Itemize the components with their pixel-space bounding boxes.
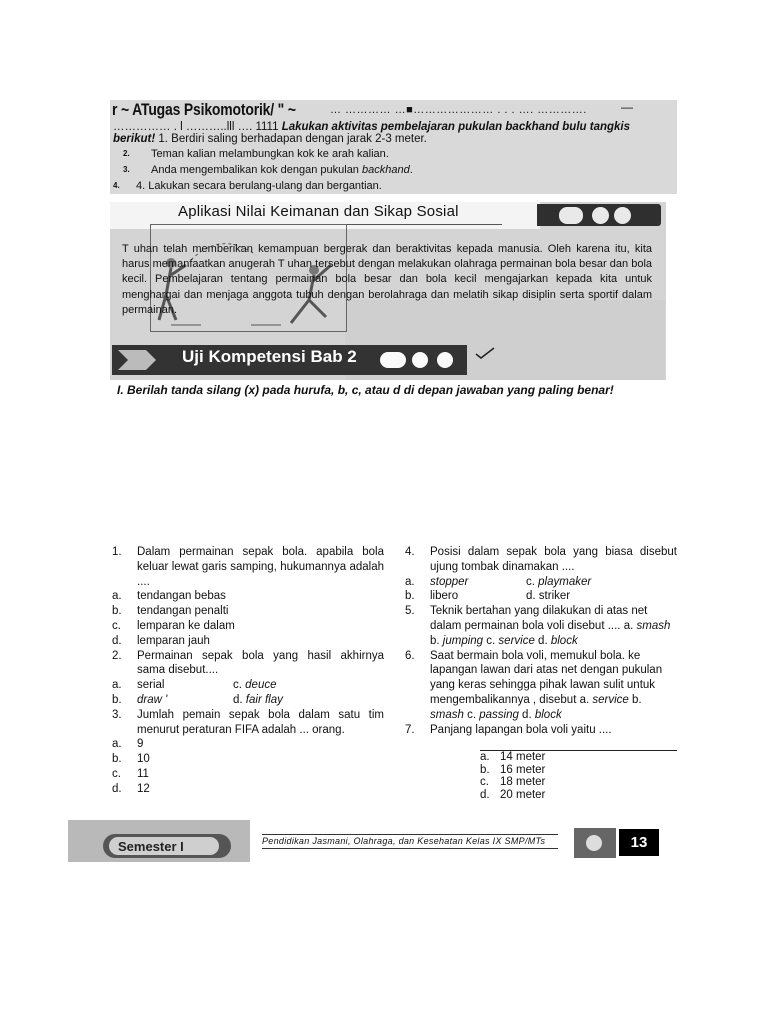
footer-rule-top (262, 834, 558, 835)
step-after: . (409, 164, 413, 176)
option-letter: a. (112, 738, 122, 751)
option-letter: b. (480, 763, 490, 776)
option-letter: b. (405, 590, 415, 603)
question-number: 7. (405, 723, 415, 736)
task-dash: — (621, 100, 633, 114)
option-row[interactable] (405, 589, 526, 604)
option-letter: c. (526, 575, 535, 588)
questions-left-column (112, 545, 384, 797)
option-row[interactable] (526, 589, 570, 604)
option-row[interactable] (112, 782, 384, 797)
instruction-text: I. Berilah tanda silang (x) pada hurufa, b, c, atau d di depan jawaban yang paling benar! (117, 383, 614, 397)
uji-kompetensi-title: Uji Kompetensi Bab 2 (182, 347, 357, 366)
question-7-options (480, 751, 545, 801)
aplikasi-title: Aplikasi Nilai Keimanan dan Sikap Sosial (178, 203, 459, 220)
task-line2-bold: berikut! (113, 133, 156, 145)
option-row[interactable] (233, 693, 283, 708)
question-number: 3. (112, 708, 122, 721)
decor-dot-icon (592, 207, 609, 224)
question-text: Permainan sepak bola yang hasil akhirnya sama disebut.... (137, 649, 384, 677)
option-letter: d. (112, 634, 122, 647)
option-row[interactable] (112, 604, 384, 619)
option-letter: b. (628, 693, 642, 706)
option-letter: d. (233, 693, 243, 706)
step-text: Anda mengembalikan kok dengan pukulan (151, 164, 362, 176)
question-3 (112, 708, 384, 738)
question-number: 1. (112, 546, 122, 558)
option-text: 16 meter (500, 763, 546, 776)
banner-chevron-icon (116, 348, 170, 372)
option-letter: c. (112, 767, 121, 780)
option-row[interactable] (112, 619, 384, 634)
option-row[interactable] (112, 737, 384, 752)
semester-label: Semester I (118, 839, 184, 854)
decor-dot-icon (586, 835, 602, 851)
option-text: 9 (137, 738, 144, 751)
option-text: 18 meter (500, 776, 546, 788)
question-text: Jumlah pemain sepak bola dalam satu tim menurut peraturan FIFA adalah ... orang. (137, 708, 384, 736)
question-6 (405, 649, 677, 723)
option-row[interactable] (526, 575, 591, 590)
option-letter: d. (518, 708, 535, 721)
question-text: Posisi dalam sepak bola yang biasa disebut ujung tombak dinamakan .... (430, 546, 677, 573)
aplikasi-decor-band (537, 204, 661, 226)
option-letter: c. (463, 708, 480, 721)
question-number: 4. (405, 546, 415, 558)
step-marker: 4. (113, 181, 120, 190)
task-step-1: 1. Berdiri saling berhadapan dengan jarak 2-3 meter. (155, 133, 427, 145)
option-letter: d. (526, 590, 536, 603)
aplikasi-paragraph: T uhan telah memberikan kemampuan bergerak dan beraktivitas kepada manusia. Oleh karena itu, kita harus memanfaatkan anugerah T uhan tersebut dengan melakukan olahraga permainan bola besar dan bola kecil. Pembelajaran tentang permainan bola besar dan bola kecil mengajarkan kepada kita untuk menghargai dan menjaga anggota tubuh dengan berolahraga dan melatih sikap disiplin serta sportif dalam permainan. (122, 243, 652, 316)
option-text: lemparan ke dalam (137, 619, 235, 632)
option-letter: b. (430, 634, 443, 647)
option-row[interactable] (112, 752, 384, 767)
option-text: striker (538, 590, 571, 603)
task-line1-bold: Lakukan aktivitas pembelajaran pukulan backhand bulu tangkis (281, 121, 630, 133)
option-pair-row (405, 575, 677, 590)
option-text: fair flay (245, 693, 283, 706)
question-number: 2. (112, 649, 122, 662)
step-text: 4. Lakukan secara berulang-ulang dan bergantian. (136, 180, 382, 192)
decor-pill-icon (380, 352, 406, 368)
option-row[interactable] (112, 767, 384, 782)
option-text: 12 (137, 782, 150, 795)
check-mark-icon (474, 346, 496, 360)
question-2 (112, 649, 384, 679)
option-text: 14 meter (500, 751, 546, 763)
option-text[interactable]: smash (636, 619, 671, 632)
option-pair-row (405, 589, 677, 604)
footer-rule-bottom (262, 848, 558, 849)
question-1 (112, 545, 384, 589)
option-text: 10 (137, 753, 150, 766)
option-text[interactable]: block (550, 634, 578, 647)
option-text[interactable]: block (534, 708, 562, 721)
option-text[interactable]: jumping (442, 634, 484, 647)
option-text[interactable]: service (498, 634, 535, 647)
option-letter: d. (480, 788, 490, 801)
option-row[interactable] (112, 693, 233, 708)
option-letter: a. (112, 679, 122, 692)
task-step-3 (113, 162, 673, 178)
option-letter: b. (112, 693, 122, 706)
option-row[interactable] (112, 589, 384, 604)
option-row[interactable] (480, 751, 545, 764)
option-text: tendangan bebas (137, 590, 226, 603)
step-text: Teman kalian melambungkan kok ke arah kalian. (151, 148, 389, 160)
task-title: r ~ ATugas Psikomotorik/ " ~ (112, 100, 296, 119)
option-row[interactable] (480, 764, 545, 777)
option-letter: b. (112, 753, 122, 766)
option-text: stopper (430, 575, 469, 588)
task-instruction-line1 (113, 121, 630, 133)
option-text: 20 meter (500, 788, 546, 801)
option-letter: c. (483, 634, 499, 647)
option-row[interactable] (233, 678, 277, 693)
step-italic: backhand (361, 164, 410, 176)
option-letter: c. (480, 776, 489, 788)
option-text: deuce (245, 679, 277, 692)
option-letter: a. (112, 590, 122, 603)
decor-pill-icon (559, 207, 583, 224)
option-text: libero (430, 590, 459, 603)
task-step-4 (113, 178, 673, 194)
option-row[interactable] (405, 575, 526, 590)
task-instruction-line2 (113, 133, 427, 145)
question-number: 5. (405, 605, 415, 618)
option-letter: c. (233, 679, 242, 692)
option-row[interactable] (480, 776, 545, 789)
option-letter: d. (112, 782, 122, 795)
task-step-2 (113, 146, 673, 162)
option-text[interactable]: passing (479, 708, 519, 721)
option-row[interactable] (112, 634, 384, 649)
step-marker: 2. (123, 149, 130, 158)
question-text: Dalam permainan sepak bola. apabila bola keluar lewat garis samping, hukumannya adalah .... (137, 546, 384, 588)
footer-decor-icon (574, 828, 616, 858)
option-text: lemparan jauh (137, 634, 210, 647)
option-text: draw ' (137, 693, 168, 706)
option-pair-row (112, 678, 384, 693)
decor-dot-icon (614, 207, 631, 224)
question-4 (405, 545, 677, 575)
option-letter: c. (112, 619, 121, 632)
page-number: 13 (619, 829, 659, 856)
step-marker: 3. (123, 165, 130, 174)
questions-right-column (405, 545, 677, 737)
question-number: 6. (405, 649, 415, 662)
question-5 (405, 604, 677, 648)
question-text: Panjang lapangan bola voli yaitu .... (430, 723, 612, 736)
option-row[interactable] (480, 789, 545, 802)
option-row[interactable] (112, 678, 233, 693)
option-text: 11 (137, 767, 149, 780)
option-letter: a. (405, 575, 415, 588)
task-dots: … ………… …■………………… . . . …. …………. (330, 104, 587, 116)
question-text: Saat bermain bola voli, memukul bola. ke lapangan lawan dari atas net dengan pukulan yang keras sehingga pihak lawan sulit untuk mengembalikannya , disebut a. (430, 649, 663, 706)
option-letter: a. (480, 751, 490, 763)
option-pair-row (112, 693, 384, 708)
question-text: Teknik bertahan yang dilakukan di atas net dalam permainan bola voli disebut .... a. (430, 605, 648, 632)
task-line1-prefix: …………… . l ………..lll …. 1111 (113, 121, 282, 133)
option-text: serial (137, 679, 165, 692)
book-title: Pendidikan Jasmani, Olahraga, dan Kesehatan Kelas IX SMP/MTs (262, 836, 546, 846)
option-letter: d. (534, 634, 551, 647)
option-text[interactable]: smash (430, 708, 464, 721)
task-steps (113, 146, 673, 194)
option-letter: b. (112, 605, 122, 618)
decor-dot-icon (437, 352, 453, 368)
option-text: tendangan penalti (137, 605, 229, 618)
option-text[interactable]: service (592, 693, 629, 706)
decor-dot-icon (412, 352, 428, 368)
option-text: playmaker (538, 575, 592, 588)
question-7 (405, 723, 677, 738)
